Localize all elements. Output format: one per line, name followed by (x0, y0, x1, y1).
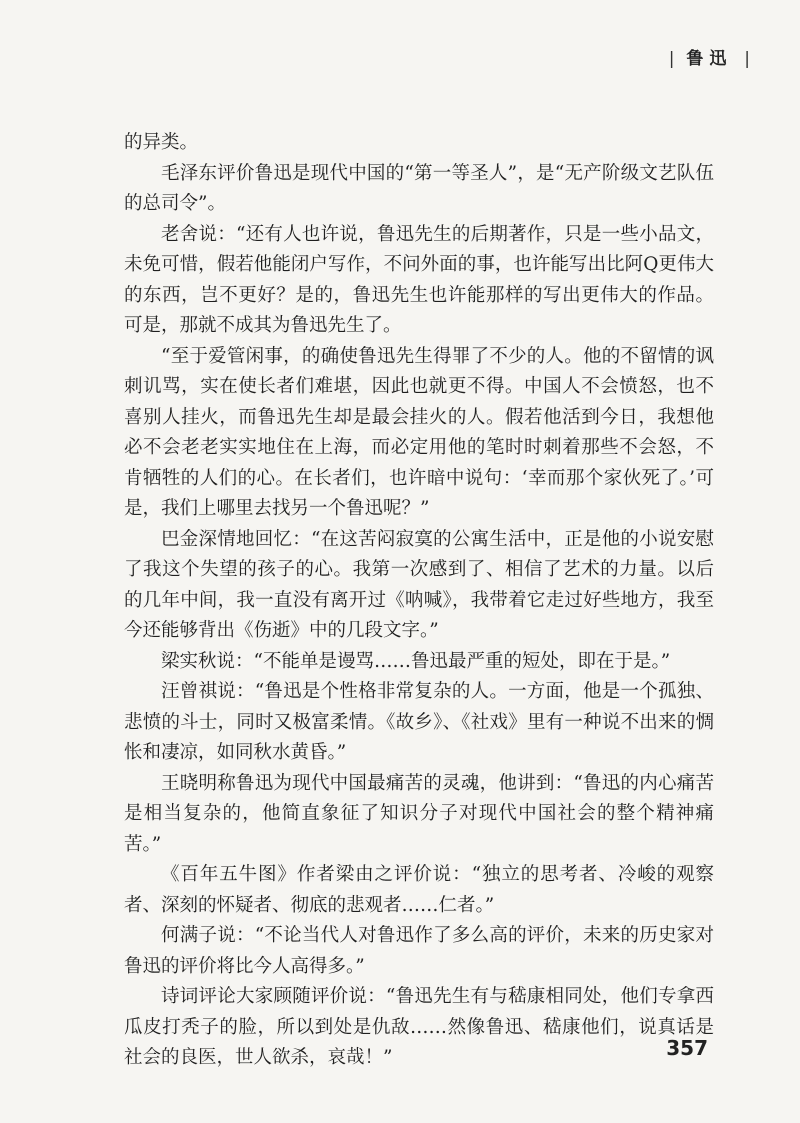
paragraph-lao-she: 老舍说：“还有人也许说，鲁迅先生的后期著作，只是一些小品文，未免可惜，假若他能闭户写作，不问外面的事，也许能写出比阿Q更伟大的东西，岂不更好？是的，鲁迅先生也许能那样的写出更伟大的作品。可是，那就不成其为鲁迅先生了。 (124, 223, 714, 336)
paragraph-continuation: 的异类。 (124, 132, 199, 153)
header-bar-right: | (744, 49, 750, 69)
paragraph-mao-zedong: 毛泽东评价鲁迅是现代中国的“第一等圣人”，是“无产阶级文艺队伍的总司令”。 (124, 162, 714, 214)
paragraph-lao-she-continued: “至于爱管闲事，的确使鲁迅先生得罪了不少的人。他的不留情的讽刺讥骂，实在使长者们难堪，因此也就更不得。中国人不会愤怒，也不喜别人挂火，而鲁迅先生却是最会挂火的人。假若他活到今日，我想他必不会老老实实地住在上海，而必定用他的笔时时刺着那些不会怒，不肯牺牲的人们的心。在长者们，也许暗中说句：‘幸而那个家伙死了。’可是，我们上哪里去找另一个鲁迅呢？” (124, 345, 714, 519)
paragraph-wang-xiaoming: 王晓明称鲁迅为现代中国最痛苦的灵魂，他讲到：“鲁迅的内心痛苦是相当复杂的，他简直象征了知识分子对现代中国社会的整个精神痛苦。” (124, 772, 714, 855)
body-text (124, 128, 714, 1074)
running-header (669, 44, 750, 69)
paragraph-he-manzi: 何满子说：“不论当代人对鲁迅作了多么高的评价，未来的历史家对鲁迅的评价将比今人高得多。” (124, 925, 714, 977)
paragraph-liang-youzhi: 《百年五牛图》作者梁由之评价说：“独立的思考者、冷峻的观察者、深刻的怀疑者、彻底的悲观者……仁者。” (124, 864, 714, 916)
paragraph-wang-zengqi: 汪曾祺说：“鲁迅是个性格非常复杂的人。一方面，他是一个孤独、悲愤的斗士，同时又极富柔情。《故乡》、《社戏》里有一种说不出来的惆怅和凄凉，如同秋水黄昏。” (124, 681, 714, 763)
paragraph-ba-jin: 巴金深情地回忆：“在这苦闷寂寞的公寓生活中，正是他的小说安慰了我这个失望的孩子的心。我第一次感到了、相信了艺术的力量。以后的几年中间，我一直没有离开过《呐喊》，我带着它走过好些地方，我至今还能够背出《伤逝》中的几段文字。” (124, 528, 714, 641)
paragraph-liang-shiqiu: 梁实秋说：“不能单是谩骂……鲁迅最严重的短处，即在于是。” (161, 650, 671, 672)
header-title: 鲁迅 (686, 49, 733, 69)
header-bar-left: | (668, 49, 675, 69)
page-number: 357 (666, 1036, 708, 1060)
paragraph-gu-sui: 诗词评论大家顾随评价说：“鲁迅先生有与嵇康相同处，他们专拿西瓜皮打秃子的脸，所以到处是仇敌……然像鲁迅、嵇康他们，说真话是社会的良医，世人欲杀，哀哉！” (124, 986, 714, 1068)
